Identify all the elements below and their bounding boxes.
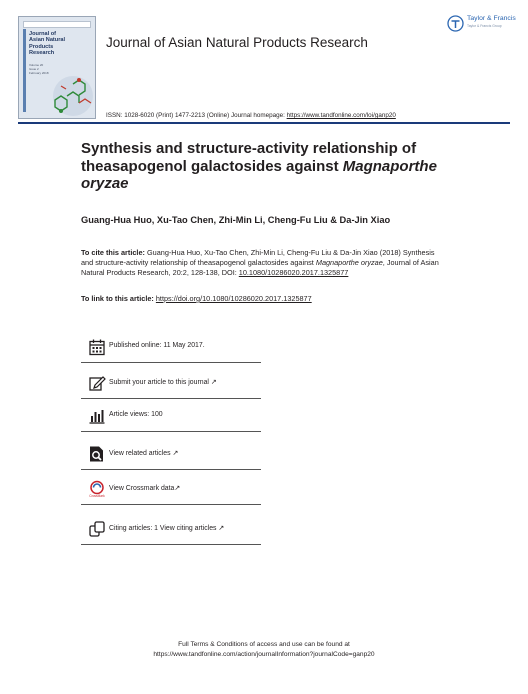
journal-homepage-link[interactable]: https://www.tandfonline.com/loi/ganp20 xyxy=(286,112,396,119)
related-row[interactable] xyxy=(81,437,261,470)
taylor-francis-logo[interactable] xyxy=(447,15,515,35)
citing-row[interactable] xyxy=(81,512,261,545)
published-date: Published online: 11 May 2017. xyxy=(109,342,205,349)
crossmark-icon-label: CrossMark xyxy=(89,494,105,498)
views-row xyxy=(81,399,261,432)
journal-title[interactable]: Journal of Asian Natural Products Research xyxy=(106,35,368,50)
cover-side-strip xyxy=(23,29,26,112)
article-link-line xyxy=(81,294,312,303)
cover-top-bar xyxy=(23,21,91,28)
cite-italic: Magnaporthe oryzae xyxy=(315,257,383,267)
issn-text: ISSN: 1028-6020 (Print) 1477-2213 (Online) Journal homepage: xyxy=(106,112,287,119)
journal-cover-image xyxy=(18,16,96,119)
publisher-logo-name: Taylor & Francis xyxy=(467,15,516,22)
cover-small-line: Volume 20 xyxy=(29,63,44,67)
external-link-icon: ↗︎ xyxy=(218,525,225,532)
submit-row[interactable] xyxy=(81,366,261,399)
crossmark-row[interactable] xyxy=(81,472,261,505)
submit-article-link[interactable] xyxy=(109,378,217,386)
link-label: To link to this article: xyxy=(81,294,156,303)
edit-icon xyxy=(88,374,106,392)
cover-title-line: Products xyxy=(29,43,54,50)
cover-title-line: Asian Natural xyxy=(29,37,66,44)
cover-title-line: Journal of xyxy=(29,31,57,37)
crossmark-link[interactable] xyxy=(109,484,180,492)
footer-terms: Full Terms & Conditions of access and use can be found at xyxy=(178,641,350,648)
citation-block xyxy=(81,248,441,278)
cover-title-line: Research xyxy=(29,50,55,57)
copy-icon xyxy=(88,520,106,538)
external-link-icon: ↗︎ xyxy=(174,485,181,492)
calendar-icon xyxy=(88,338,106,356)
cover-small-line: February 2018 xyxy=(29,71,49,75)
article-authors: Guang-Hua Huo, Xu-Tao Chen, Zhi-Min Li, Cheng-Fu Liu & Da-Jin Xiao xyxy=(81,215,391,225)
external-link-icon: ↗︎ xyxy=(172,450,179,457)
cover-small-line: Issue 2 xyxy=(29,67,39,71)
related-articles-text: View related articles xyxy=(109,450,171,457)
article-title-main: Synthesis and structure-activity relationship of theasapogenol galactosides against xyxy=(81,140,417,175)
citing-articles-link[interactable] xyxy=(109,524,224,532)
published-row xyxy=(81,330,261,363)
footer-terms-link[interactable]: https://www.tandfonline.com/action/journalInformation?journalCode=ganp20 xyxy=(153,651,375,658)
cite-doi-link[interactable]: 10.1080/10286020.2017.1325877 xyxy=(238,267,349,277)
search-document-icon xyxy=(88,445,106,463)
cite-text: Guang-Hua Huo, Xu-Tao Chen, Zhi-Min Li, Cheng-Fu Liu & Da-Jin Xiao (2018) Synthesis and structure-activity relationship of theasapogenol galactosides against xyxy=(81,248,435,267)
cite-text-2: , Journal of Asian Natural Products Research, 20:2, 128-138, DOI: xyxy=(81,257,439,277)
article-views: Article views: 100 xyxy=(109,411,163,418)
bar-chart-icon xyxy=(88,407,106,425)
header-divider xyxy=(18,122,510,124)
cite-label: To cite this article: xyxy=(81,248,145,257)
submit-article-text: Submit your article to this journal xyxy=(109,379,209,386)
related-articles-link[interactable] xyxy=(109,449,178,457)
issn-line xyxy=(106,112,396,119)
citing-articles-text: Citing articles: 1 View citing articles xyxy=(109,525,217,532)
article-title-italic: Magnaporthe oryzae xyxy=(81,157,437,192)
article-title xyxy=(81,140,441,193)
article-doi-link[interactable]: https://doi.org/10.1080/10286020.2017.1325877 xyxy=(155,294,312,303)
cover-title xyxy=(29,31,65,57)
external-link-icon: ↗︎ xyxy=(210,379,217,386)
crossmark-text: View Crossmark data xyxy=(109,485,175,492)
crossmark-icon xyxy=(88,480,106,498)
cover-molecule-graphic xyxy=(43,66,95,118)
publisher-logo-icon xyxy=(447,15,464,32)
publisher-logo-tagline: Taylor & Francis Group xyxy=(467,24,502,28)
